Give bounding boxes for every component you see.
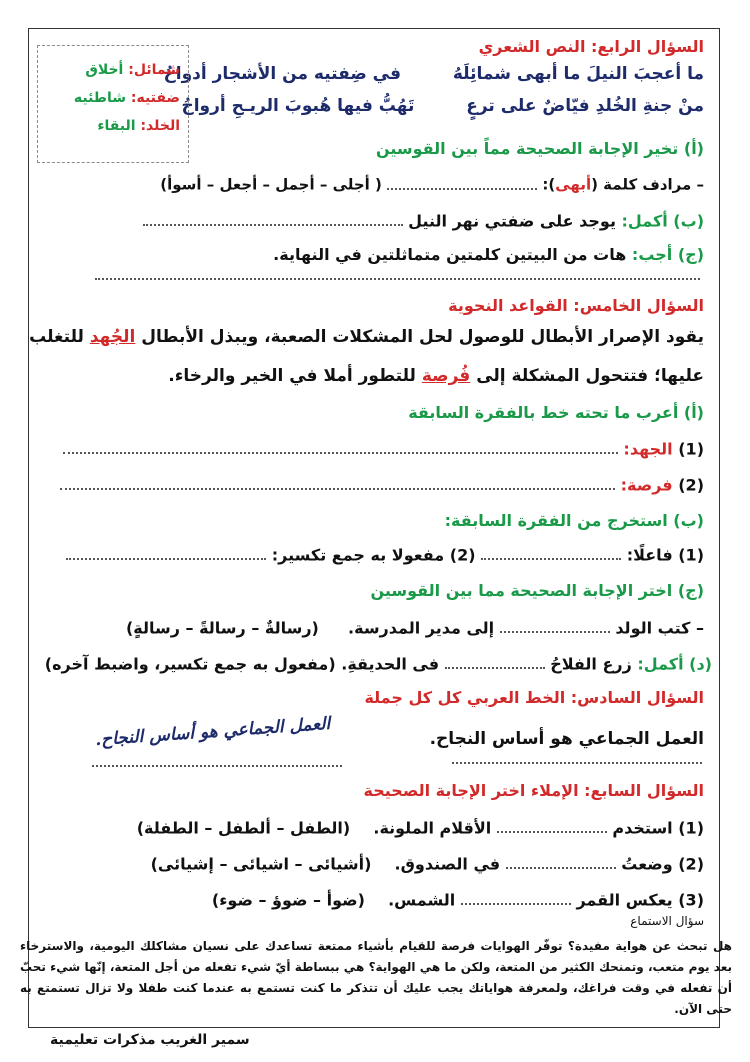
q5-b-items: (1) فاعلًا: (2) مفعولا به جمع تكسير: <box>66 544 704 564</box>
verse-1b: في ضِفتيه من الأشجار أدواحُ <box>163 64 402 84</box>
q4-title: السؤال الرابع: النص الشعري <box>478 37 704 56</box>
q5-paragraph-line2: عليها؛ فتتحول المشكلة إلى فُرصة للتطور أملا في الخير والرخاء. <box>168 366 704 386</box>
answer-blank[interactable] <box>63 438 618 454</box>
answer-blank[interactable] <box>143 210 403 226</box>
verse-2 <box>181 96 704 116</box>
q6-title: السؤال السادس: الخط العربي كل كل جملة <box>364 688 704 707</box>
verse-1a: ما أعجبَ النيلَ ما أبهى شمائِلَهُ <box>452 64 704 84</box>
answer-blank[interactable] <box>95 270 700 280</box>
answer-blank[interactable] <box>66 544 266 560</box>
q5-b-title: (ب) استخرج من الفقرة السابقة: <box>444 511 704 530</box>
listening-title: سؤال الاستماع <box>630 914 704 928</box>
answer-blank[interactable] <box>506 853 616 869</box>
vocabulary-note <box>37 45 189 163</box>
gloss-row: شمائل: أخلاق <box>85 62 180 78</box>
answer-blank[interactable] <box>445 653 545 669</box>
answer-blank[interactable] <box>481 544 621 560</box>
q5-a-title: (أ) أعرب ما تحته خط بالفقرة السابقة <box>408 403 704 422</box>
gloss-row: ضفتيه: شاطئيه <box>73 90 180 106</box>
q5-paragraph-line1: يقود الإصرار الأبطال للوصول لحل المشكلات الصعبة، ويبذل الأبطال الجُهد للتغلب <box>29 327 704 347</box>
q7-title: السؤال السابع: الإملاء اختر الإجابة الصحيحة <box>363 781 704 800</box>
q4-a-question: – مرادف كلمة (أبهى): ( أجلى – أجمل – أجعل – أسوأ) <box>160 175 704 194</box>
q7-item: (2) وضعتُ في الصندوق. (أشيائى – اشيائى – إشيائى) <box>150 854 704 874</box>
answer-blank[interactable] <box>92 757 342 767</box>
answer-blank[interactable] <box>452 754 702 764</box>
answer-blank[interactable] <box>497 817 607 833</box>
verse-2b: تَهُبُّ فيها هُبوبَ الريـحِ أرواحُ <box>181 96 415 116</box>
q4-c: (ج) أجب: هات من البيتين كلمتين متماثلتين في النهاية. <box>273 245 704 264</box>
q5-a1: (1) الجهد: <box>63 438 704 458</box>
answer-blank[interactable] <box>387 174 537 190</box>
answer-blank[interactable] <box>500 617 610 633</box>
q5-a2: (2) فرصة: <box>60 474 704 494</box>
answer-blank[interactable] <box>60 474 615 490</box>
verse-2a: منْ جنةِ الخُلدِ فيّاضٌ على ترعٍ <box>466 96 704 116</box>
q4-b: (ب) أكمل: يوجد على ضفتي نهر النيل <box>143 210 704 230</box>
gloss-row: الخلد: البقاء <box>97 118 180 134</box>
footer-credit: سمير الغريب مذكرات تعليمية <box>50 1032 250 1048</box>
q5-d: (د) أكمل: زرع الفلاحُ فى الحديقةِ. (مفعول به جمع تكسير، واضبط آخره) <box>44 654 712 674</box>
verse-1 <box>164 64 704 84</box>
handwritten-sentence: العمل الجماعي هو أساس النجاح. <box>94 713 331 751</box>
q5-c-title: (ج) اختر الإجابة الصحيحة مما بين القوسين <box>370 581 704 600</box>
q5-c: – كتب الولد إلى مدير المدرسة. (رسالةٌ – رسالةً – رسالةٍ) <box>125 618 704 638</box>
answer-blank[interactable] <box>461 889 571 905</box>
q7-item: (3) يعكس القمر الشمس. (ضوأ – ضوؤ – ضوء) <box>211 890 704 910</box>
q4-a-options: ( أجلى – أجمل – أجعل – أسوأ) <box>160 175 382 194</box>
listening-passage: هل تبحث عن هواية مفيدة؟ توفّر الهوايات فرصة للقيام بأشياء ممتعة تساعدك على نسيان مشاكلك اليومية، والاسترخاء بعد يوم متعب، وتمنحك الكثير من المتعة، ولكن ما هي الهواية؟ هي ببساطة أيّ شيء تفعله من أجل المتعة، إنّها شيء تحبّ أن تفعله في وقت فراغك، ولمعرفة هواياتك يجب عليك أن تتذكر ما كنت تستمع به عندما كنت طفلا ولا تزال تستمتع به حتى الآن. <box>20 939 732 1016</box>
q7-item: (1) استخدم الأقلام الملونة. (الطفل – ألطفل – الطفلة) <box>136 818 704 838</box>
q6-sentence: العمل الجماعي هو أساس النجاح. <box>429 729 704 749</box>
q4-a-title: (أ) تخير الإجابة الصحيحة مماً بين القوسين <box>375 139 704 158</box>
underlined-word: الجُهد <box>89 327 136 347</box>
underlined-word: فُرصة <box>421 366 471 386</box>
q5-title: السؤال الخامس: القواعد النحوية <box>448 296 704 315</box>
